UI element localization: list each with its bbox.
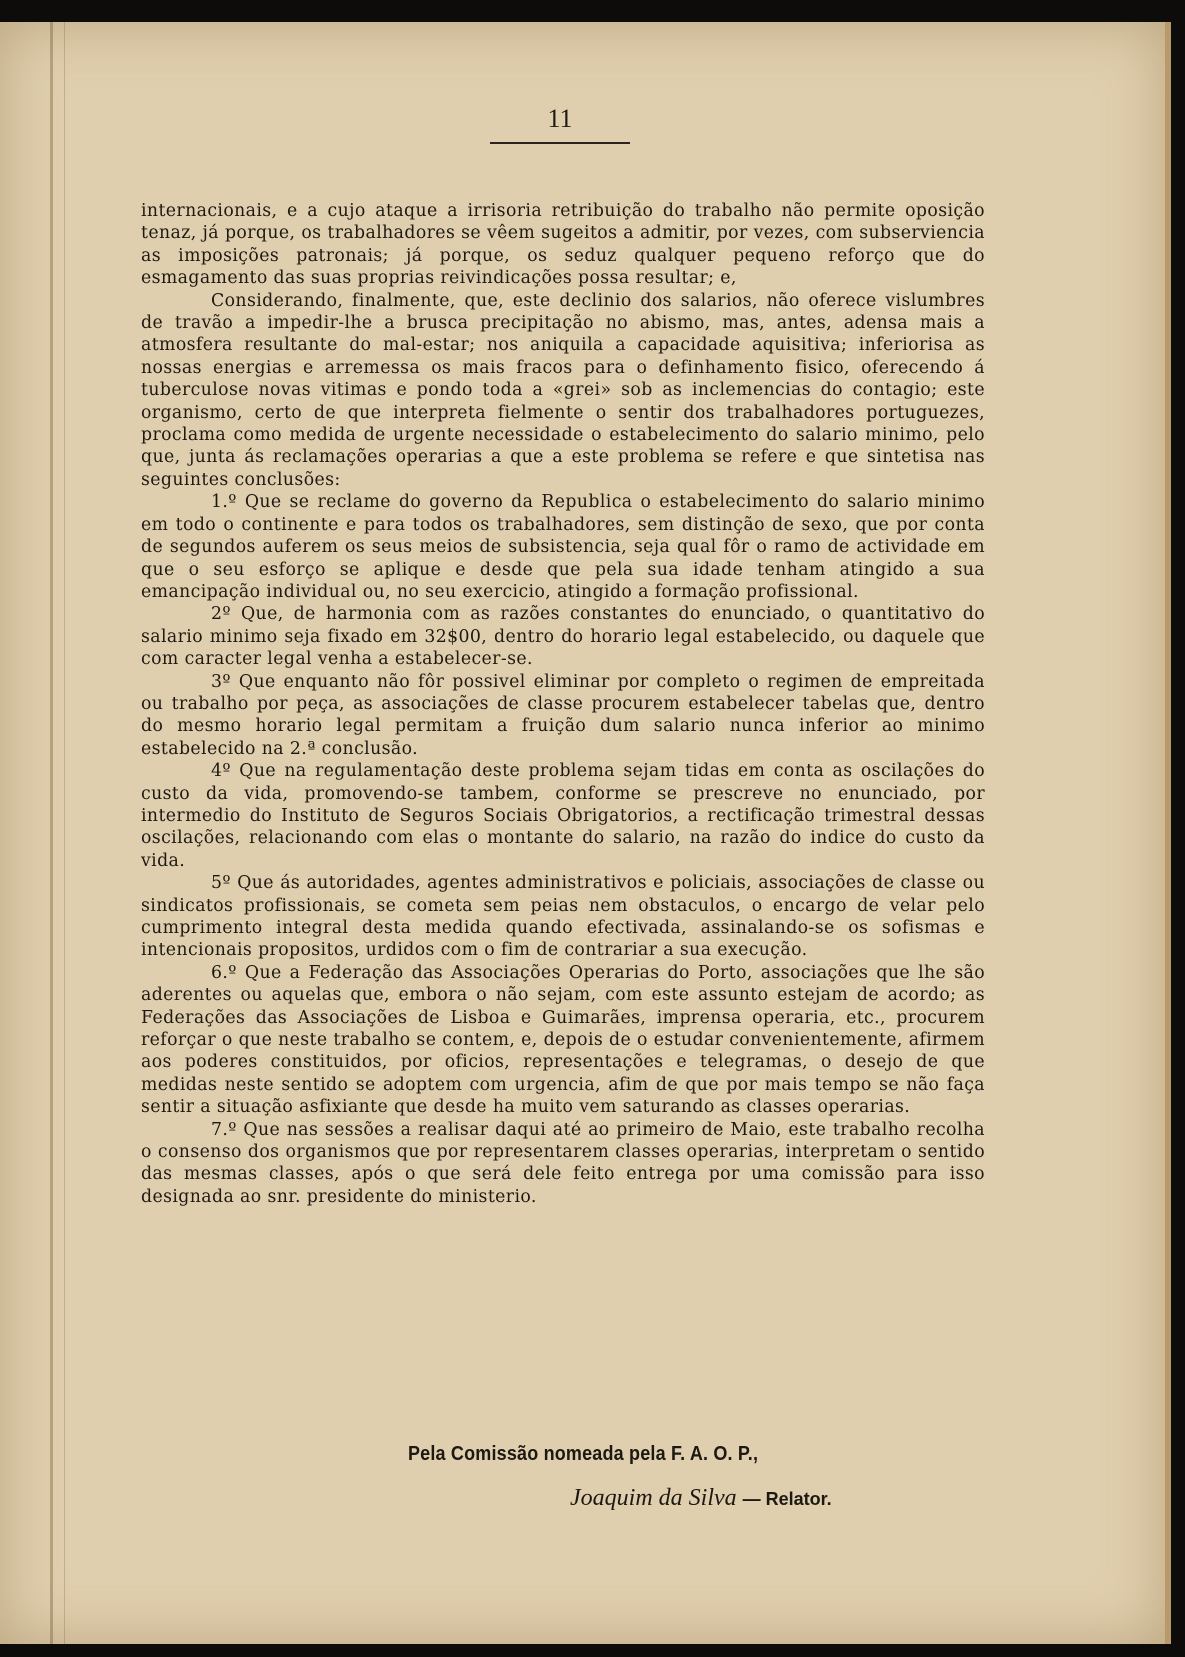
- signatory-name: Joaquim da Silva: [570, 1485, 737, 1511]
- paragraph-considerando: Considerando, finalmente, que, este declinio dos salarios, não oferece vislumbres de travão a impedir-lhe a brusca precipitação no abismo, mas, antes, adensa mais a atmosfera resultante do mal-estar; nos aniquila a capacidade aquisitiva; inferiorisa as nossas energias e arremessa os mais fracos para o definhamento fisico, oferecendo á tuberculose novas vitimas e pondo toda a «grei» sob as inclemencias do contagio; este organismo, certo de que interpreta fielmente o sentir dos trabalhadores portuguezes, proclama como medida de urgente necessidade o estabelecimento do salario minimo, pelo que, junta ás reclamações operarias a que a este problema se refere e que sintetisa nas seguintes conclusões:: [141, 290, 985, 490]
- page-number: 11: [547, 104, 573, 133]
- conclusion-1: 1.º Que se reclame do governo da Republica o estabelecimento do salario minimo em todo o continente e para todos os trabalhadores, sem distinção de sexo, que por conta de segundos auferem os seus meios de subsistencia, seja qual fôr o ramo de actividade em que o seu esforço se aplique e desde que pela sua idade tenham atingido a sua emancipação individual ou, no seu exercicio, atingido a formação profissional.: [141, 492, 985, 602]
- conclusion-6: 6.º Que a Federação das Associações Operarias do Porto, associações que lhe são aderentes ou aquelas que, embora o não sejam, com este assunto estejam de acordo; as Federações das Associações de Lisboa e Guimarães, imprensa operaria, etc., procurem reforçar o que neste trabalho se contem, e, depois de o estudar convenientemente, afirmem aos poderes constituidos, por oficios, representações e telegramas, o desejo de que medidas neste sentido se adoptem com urgencia, afim de que por mais tempo se não faça sentir a situação asfixiante que desde ha muito vem saturando as classes operarias.: [141, 962, 985, 1118]
- conclusion-5: 5º Que ás autoridades, agentes administrativos e policiais, associações de classe ou sindicatos profissionais, se cometa sem peias nem obstaculos, o encargo de velar pelo cumprimento integral desta medida quando efectivada, assinalando-se os sofismas e intencionais propositos, urdidos com o fim de contrariar a sua execução.: [141, 873, 985, 961]
- binding-line-secondary: [64, 22, 65, 1644]
- conclusion-4: 4º Que na regulamentação deste problema sejam tidas em conta as oscilações do custo da vida, promovendo-se tambem, conforme se prescreve no enunciado, por intermedio do Instituto de Seguros Sociais Obrigatorios, a rectificação trimestral dessas oscilações, relacionando com elas o montante do salario, na razão do indice do custo da vida.: [141, 761, 985, 871]
- signature-block: [570, 1485, 832, 1512]
- closing-line: Pela Comissão nomeada pela F. A. O. P.,: [408, 1443, 759, 1465]
- signatory-role: — Relator.: [742, 1489, 832, 1509]
- binding-line: [50, 22, 53, 1644]
- paragraph-continuation: internacionais, e a cujo ataque a irrisoria retribuição do trabalho não permite oposição tenaz, já porque, os trabalhadores se vêem sugeitos a admitir, por vezes, com subserviencia as imposições patronais; já porque, os seduz qualquer pequeno reforço que do esmagamento das suas proprias reivindicações possa resultar; e,: [141, 201, 985, 289]
- conclusion-2: 2º Que, de harmonia com as razões constantes do enunciado, o quantitativo do salario minimo seja fixado em 32$00, dentro do horario legal estabelecido, ou daquele que com caracter legal venha a estabelecer-se.: [141, 604, 985, 670]
- document-page: [0, 22, 1171, 1644]
- body-text: [141, 200, 985, 1208]
- conclusion-7: 7.º Que nas sessões a realisar daqui até ao primeiro de Maio, este trabalho recolha o consenso dos organismos que por representarem classes operarias, interpretam o sentido das mesmas classes, após o que será dele feito entrega por uma comissão para isso designada ao snr. presidente do ministerio.: [141, 1119, 985, 1207]
- page-number-rule: [490, 142, 630, 144]
- conclusion-3: 3º Que enquanto não fôr possivel eliminar por completo o regimen de empreitada ou trabalho por peça, as associações de classe procurem estabelecer tabelas que, dentro do mesmo horario legal permitam a fruição dum salario nunca inferior ao minimo estabelecido na 2.ª conclusão.: [141, 671, 985, 759]
